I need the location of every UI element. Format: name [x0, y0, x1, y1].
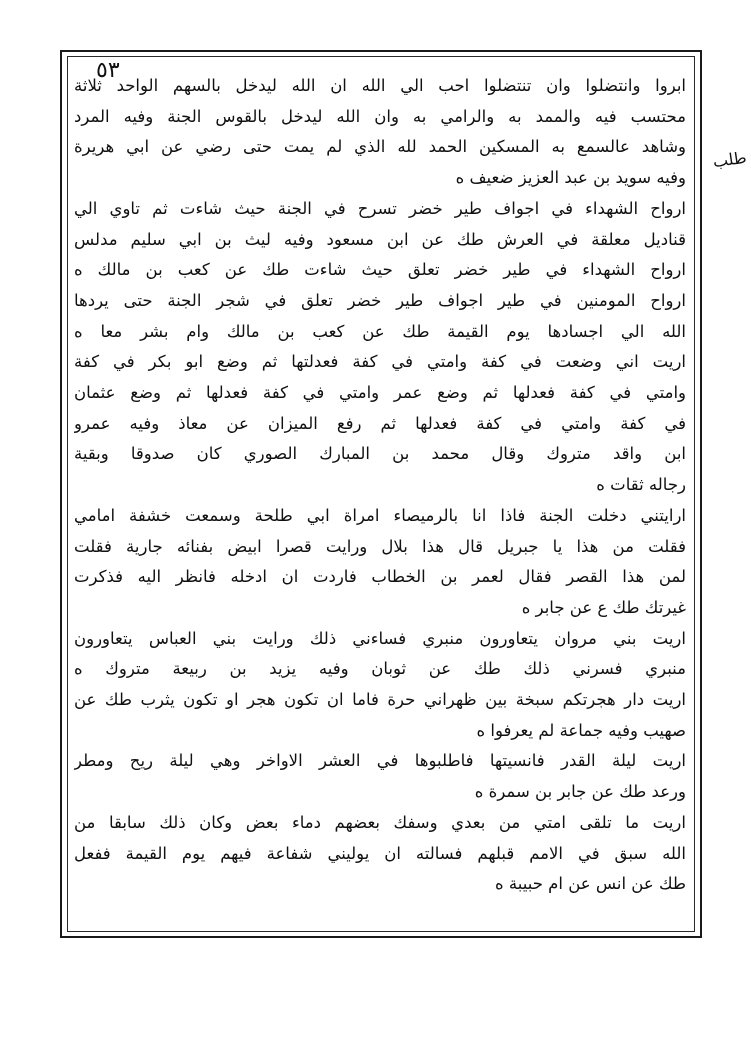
- manuscript-line: وشاهد عالسمع به المسكين الحمد لله الذي لم يمت حتى رضي عن ابي هريرة: [74, 137, 686, 157]
- manuscript-line: رجاله ثقات ه: [596, 475, 686, 495]
- margin-annotation: طلب: [711, 147, 748, 172]
- manuscript-line: صهيب وفيه جماعة لم يعرفوا ه: [476, 720, 686, 740]
- manuscript-line: اريت ليلة القدر فانسيتها فاطلبوها في العشر الاواخر وهي ليلة ريح ومطر: [74, 751, 686, 771]
- manuscript-line: ورعد طك عن جابر بن سمرة ه: [474, 782, 686, 802]
- manuscript-line: ارواح المومنين في طير اجواف طير خضر تعلق في شجر الجنة حتى يردها: [74, 290, 686, 310]
- manuscript-line: وامتي في كفة فعدلها ثم وضع عمر وامتي في كفة فعدلها ثم وضع عثمان: [74, 383, 686, 402]
- manuscript-line: ابروا وانتضلوا وان تنتضلوا احب الي الله ان الله ليدخل بالسهم الواحد ثلاثة: [74, 76, 686, 95]
- manuscript-line: غيرتك طك ع عن جابر ه: [521, 597, 686, 617]
- manuscript-line: اريت اني وضعت في كفة وامتي في كفة فعدلتها ثم وضع ابو بكر في كفة: [74, 352, 686, 372]
- manuscript-line: منبري فسرني ذلك طك عن ثوبان وفيه يزيد بن ربيعة متروك ه: [74, 659, 686, 679]
- manuscript-line: اريت ما تلقى امتي من بعدي وسفك بعضهم دماء بعض وكان ذلك سابقا من: [74, 812, 686, 832]
- manuscript-line: الله سبق في الامم قبلهم فسالته ان يوليني شفاعة فيهم يوم القيمة ففعل: [74, 843, 686, 863]
- manuscript-line: وفيه سويد بن عبد العزيز ضعيف ه: [455, 168, 686, 188]
- manuscript-line: اريت بني مروان يتعاورون منبري فساءني ذلك ورايت بني العباس يتعاورون: [74, 628, 686, 648]
- manuscript-line: ابن واقد متروك وقال محمد بن المبارك الصوري كان صدوقا وبقية: [74, 444, 686, 464]
- manuscript-line: الله الي اجسادها يوم القيمة طك عن كعب بن مالك وام بشر معا ه: [74, 321, 686, 341]
- manuscript-line: طك عن انس عن ام حبيبة ه: [495, 874, 686, 894]
- manuscript-line: محتسب فيه والممد به والرامي به وان الله ليدخل بالقوس الجنة وفيه المرد: [74, 106, 686, 126]
- manuscript-line: قناديل معلقة في العرش طك عن ابن مسعود وفيه ليث بن ابي سليم مدلس: [74, 229, 686, 249]
- manuscript-line: لمن هذا القصر فقال لعمر بن الخطاب فاردت ان ادخله فانظر اليه فذكرت: [74, 567, 686, 587]
- manuscript-line: في كفة وامتي في كفة فعدلها ثم رفع الميزان عن معاذ وفيه عمرو: [74, 413, 686, 433]
- manuscript-text-block: [74, 68, 686, 918]
- folio-number: ٥٣: [96, 58, 120, 83]
- manuscript-line: ارواح الشهداء في اجواف طير خضر تسرح في الجنة حيث شاءت ثم تاوي الي: [74, 198, 686, 218]
- manuscript-line: ارايتني دخلت الجنة فاذا انا بالرميصاء امراة ابي طلحة وسمعت خشفة امامي: [74, 505, 686, 525]
- manuscript-line: فقلت من هذا يا جبريل قال هذا بلال ورايت قصرا ابيض بفنائه جارية فقلت: [74, 536, 686, 556]
- manuscript-line: اريت دار هجرتكم سبخة بين ظهراني حرة فاما ان تكون هجر او تكون يثرب طك عن: [74, 690, 686, 709]
- manuscript-line: ارواح الشهداء في طير خضر تعلق حيث شاءت طك عن كعب بن مالك ه: [74, 260, 686, 280]
